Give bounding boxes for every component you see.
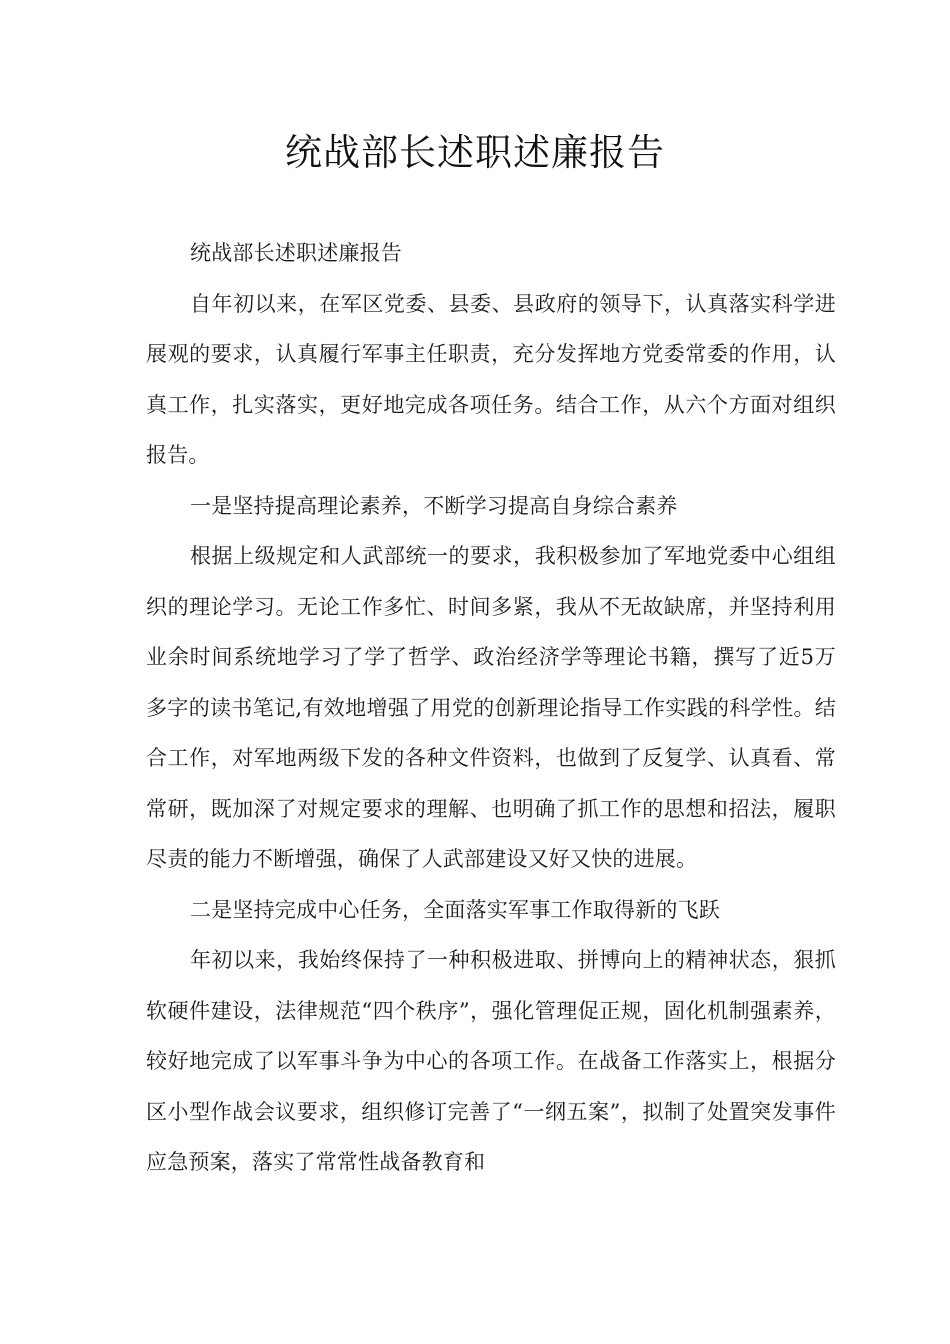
section-heading-2: 二是坚持完成中心任务，全面落实军事工作取得新的飞跃 (190, 897, 720, 922)
document-title: 统战部长述职述廉报告 (285, 131, 665, 174)
paragraph-subtitle: 统战部长述职述廉报告 (190, 241, 402, 265)
document-body (146, 228, 836, 1188)
paragraph-section-2: 年初以来，我始终保持了一种积极进取、拼博向上的精神状态，狠抓软硬件建设，法律规范“四个秩序”，强化管理促正规，固化机制强素养，较好地完成了以军事斗争为中心的各项工作。在战备工作落实上，根据分区小型作战会议要求，组织修订完善了“一纲五案”，拟制了处置突发事件应急预案，落实了常常性战备教育和 (146, 948, 836, 1174)
section-heading-1: 一是坚持提高理论素养，不断学习提高自身综合素养 (190, 493, 678, 518)
paragraph-intro: 自年初以来，在军区党委、县委、县政府的领导下，认真落实科学进展观的要求，认真履行军事主任职责，充分发挥地方党委常委的作用，认真工作，扎实落实，更好地完成各项任务。结合工作，从六个方面对组织报告。 (146, 291, 836, 467)
paragraph-section-1: 根据上级规定和人武部统一的要求，我积极参加了军地党委中心组组织的理论学习。无论工作多忙、时间多紧，我从不无故缺席，并坚持利用业余时间系统地学习了学了哲学、政治经济学等理论书籍，撰写了近5万多字的读书笔记,有效地增强了用党的创新理论指导工作实践的科学性。结合工作，对军地两级下发的各种文件资料，也做到了反复学、认真看、常常研，既加深了对规定要求的理解、也明确了抓工作的思想和招法，履职尽责的能力不断增强，确保了人武部建设又好又快的进展。 (146, 544, 836, 871)
